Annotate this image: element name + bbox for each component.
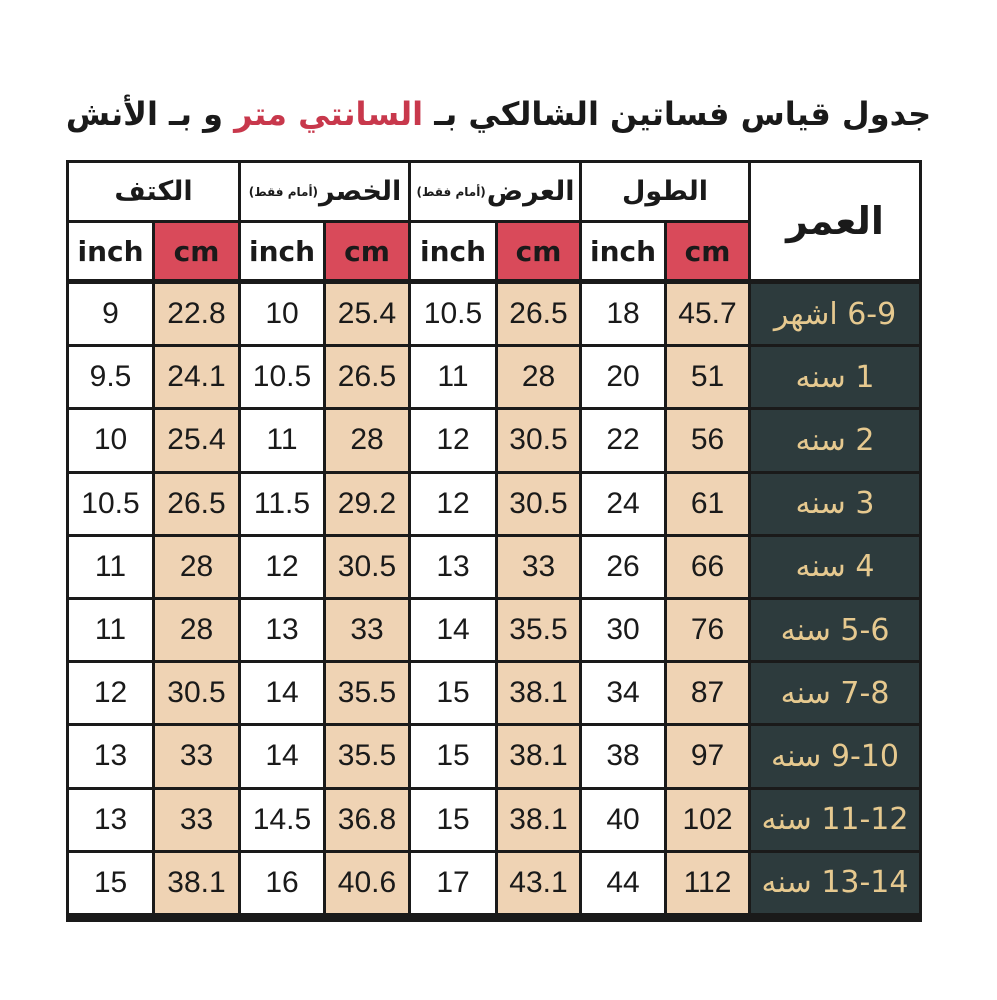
cell-length-cm: 112 bbox=[667, 853, 748, 913]
cell-width-inch: 15 bbox=[411, 663, 495, 723]
unit-cm-waist: cm bbox=[326, 223, 408, 279]
cell-waist-cm: 26.5 bbox=[326, 347, 408, 407]
cell-width-inch: 12 bbox=[411, 474, 495, 534]
cell-width-cm: 38.1 bbox=[498, 663, 579, 723]
cell-width-cm: 43.1 bbox=[498, 853, 579, 913]
cell-length-cm: 56 bbox=[667, 410, 748, 470]
cell-age: 1 سنه bbox=[751, 347, 919, 407]
cell-length-cm: 87 bbox=[667, 663, 748, 723]
cell-age: 9-10 سنه bbox=[751, 726, 919, 786]
cell-age: 4 سنه bbox=[751, 537, 919, 597]
cell-shoulder-inch: 13 bbox=[69, 726, 152, 786]
cell-width-inch: 10.5 bbox=[411, 284, 495, 344]
cell-length-inch: 30 bbox=[582, 600, 664, 660]
cell-waist-inch: 16 bbox=[241, 853, 323, 913]
cell-shoulder-cm: 38.1 bbox=[155, 853, 238, 913]
cell-shoulder-inch: 11 bbox=[69, 537, 152, 597]
cell-length-cm: 102 bbox=[667, 790, 748, 850]
cell-length-cm: 45.7 bbox=[667, 284, 748, 344]
unit-cm-shoulder: cm bbox=[155, 223, 238, 279]
cell-age: 6-9 اشهر bbox=[751, 284, 919, 344]
cell-width-inch: 12 bbox=[411, 410, 495, 470]
cell-shoulder-cm: 28 bbox=[155, 600, 238, 660]
cell-width-inch: 15 bbox=[411, 790, 495, 850]
cell-waist-inch: 13 bbox=[241, 600, 323, 660]
cell-waist-inch: 11.5 bbox=[241, 474, 323, 534]
header-age: العمر bbox=[751, 163, 919, 279]
cell-length-inch: 44 bbox=[582, 853, 664, 913]
cell-waist-cm: 28 bbox=[326, 410, 408, 470]
cell-shoulder-cm: 24.1 bbox=[155, 347, 238, 407]
cell-waist-cm: 40.6 bbox=[326, 853, 408, 913]
cell-waist-inch: 10.5 bbox=[241, 347, 323, 407]
cell-waist-cm: 29.2 bbox=[326, 474, 408, 534]
cell-width-inch: 11 bbox=[411, 347, 495, 407]
header-width-label: العرض bbox=[486, 176, 575, 207]
cell-age: 2 سنه bbox=[751, 410, 919, 470]
cell-length-cm: 51 bbox=[667, 347, 748, 407]
cell-age: 3 سنه bbox=[751, 474, 919, 534]
cell-width-cm: 38.1 bbox=[498, 790, 579, 850]
header-waist-note: (أمام فقط) bbox=[248, 184, 319, 199]
cell-shoulder-cm: 28 bbox=[155, 537, 238, 597]
page-title bbox=[0, 90, 997, 138]
size-chart-table bbox=[66, 160, 922, 922]
cell-width-inch: 14 bbox=[411, 600, 495, 660]
header-waist bbox=[241, 163, 408, 220]
cell-width-inch: 17 bbox=[411, 853, 495, 913]
cell-width-cm: 35.5 bbox=[498, 600, 579, 660]
cell-waist-inch: 14.5 bbox=[241, 790, 323, 850]
cell-waist-inch: 14 bbox=[241, 726, 323, 786]
cell-length-inch: 24 bbox=[582, 474, 664, 534]
cell-width-cm: 28 bbox=[498, 347, 579, 407]
unit-inch-width: inch bbox=[411, 223, 495, 279]
cell-waist-cm: 33 bbox=[326, 600, 408, 660]
cell-width-inch: 13 bbox=[411, 537, 495, 597]
cell-width-cm: 26.5 bbox=[498, 284, 579, 344]
cell-shoulder-inch: 12 bbox=[69, 663, 152, 723]
cell-shoulder-cm: 22.8 bbox=[155, 284, 238, 344]
unit-inch-length: inch bbox=[582, 223, 664, 279]
cell-length-inch: 34 bbox=[582, 663, 664, 723]
header-waist-label: الخصر bbox=[319, 176, 402, 207]
cell-length-inch: 22 bbox=[582, 410, 664, 470]
cell-length-cm: 61 bbox=[667, 474, 748, 534]
cell-waist-cm: 25.4 bbox=[326, 284, 408, 344]
cell-width-cm: 30.5 bbox=[498, 474, 579, 534]
header-shoulder-label: الكتف bbox=[114, 176, 193, 207]
cell-length-cm: 76 bbox=[667, 600, 748, 660]
cell-shoulder-inch: 9.5 bbox=[69, 347, 152, 407]
cell-shoulder-cm: 25.4 bbox=[155, 410, 238, 470]
cell-waist-inch: 11 bbox=[241, 410, 323, 470]
cell-length-inch: 26 bbox=[582, 537, 664, 597]
cell-shoulder-inch: 10.5 bbox=[69, 474, 152, 534]
cell-waist-cm: 36.8 bbox=[326, 790, 408, 850]
header-width-note: (أمام فقط) bbox=[416, 184, 486, 199]
header-shoulder bbox=[69, 163, 238, 220]
cell-shoulder-cm: 33 bbox=[155, 726, 238, 786]
cell-shoulder-cm: 30.5 bbox=[155, 663, 238, 723]
cell-shoulder-inch: 9 bbox=[69, 284, 152, 344]
cell-waist-cm: 30.5 bbox=[326, 537, 408, 597]
header-width bbox=[411, 163, 579, 220]
unit-inch-shoulder: inch bbox=[69, 223, 152, 279]
cell-width-cm: 38.1 bbox=[498, 726, 579, 786]
title-part2: و بـ الأنش bbox=[65, 95, 235, 133]
cell-shoulder-inch: 15 bbox=[69, 853, 152, 913]
cell-length-cm: 66 bbox=[667, 537, 748, 597]
cell-waist-cm: 35.5 bbox=[326, 663, 408, 723]
cell-length-inch: 18 bbox=[582, 284, 664, 344]
cell-waist-cm: 35.5 bbox=[326, 726, 408, 786]
unit-inch-waist: inch bbox=[241, 223, 323, 279]
unit-cm-width: cm bbox=[498, 223, 579, 279]
title-highlight: السانتي متر bbox=[234, 95, 424, 133]
cell-shoulder-inch: 11 bbox=[69, 600, 152, 660]
cell-length-inch: 38 bbox=[582, 726, 664, 786]
cell-age: 7-8 سنه bbox=[751, 663, 919, 723]
cell-shoulder-inch: 10 bbox=[69, 410, 152, 470]
cell-width-cm: 33 bbox=[498, 537, 579, 597]
cell-waist-inch: 10 bbox=[241, 284, 323, 344]
cell-shoulder-cm: 26.5 bbox=[155, 474, 238, 534]
cell-length-inch: 20 bbox=[582, 347, 664, 407]
cell-width-inch: 15 bbox=[411, 726, 495, 786]
cell-age: 5-6 سنه bbox=[751, 600, 919, 660]
cell-width-cm: 30.5 bbox=[498, 410, 579, 470]
header-length-label: الطول bbox=[621, 176, 709, 207]
title-part1: جدول قياس فساتين الشالكي بـ bbox=[423, 95, 932, 133]
cell-length-cm: 97 bbox=[667, 726, 748, 786]
cell-waist-inch: 14 bbox=[241, 663, 323, 723]
header-length bbox=[582, 163, 748, 220]
cell-age: 11-12 سنه bbox=[751, 790, 919, 850]
unit-cm-length: cm bbox=[667, 223, 748, 279]
cell-waist-inch: 12 bbox=[241, 537, 323, 597]
cell-shoulder-inch: 13 bbox=[69, 790, 152, 850]
cell-shoulder-cm: 33 bbox=[155, 790, 238, 850]
cell-age: 13-14 سنه bbox=[751, 853, 919, 913]
cell-length-inch: 40 bbox=[582, 790, 664, 850]
